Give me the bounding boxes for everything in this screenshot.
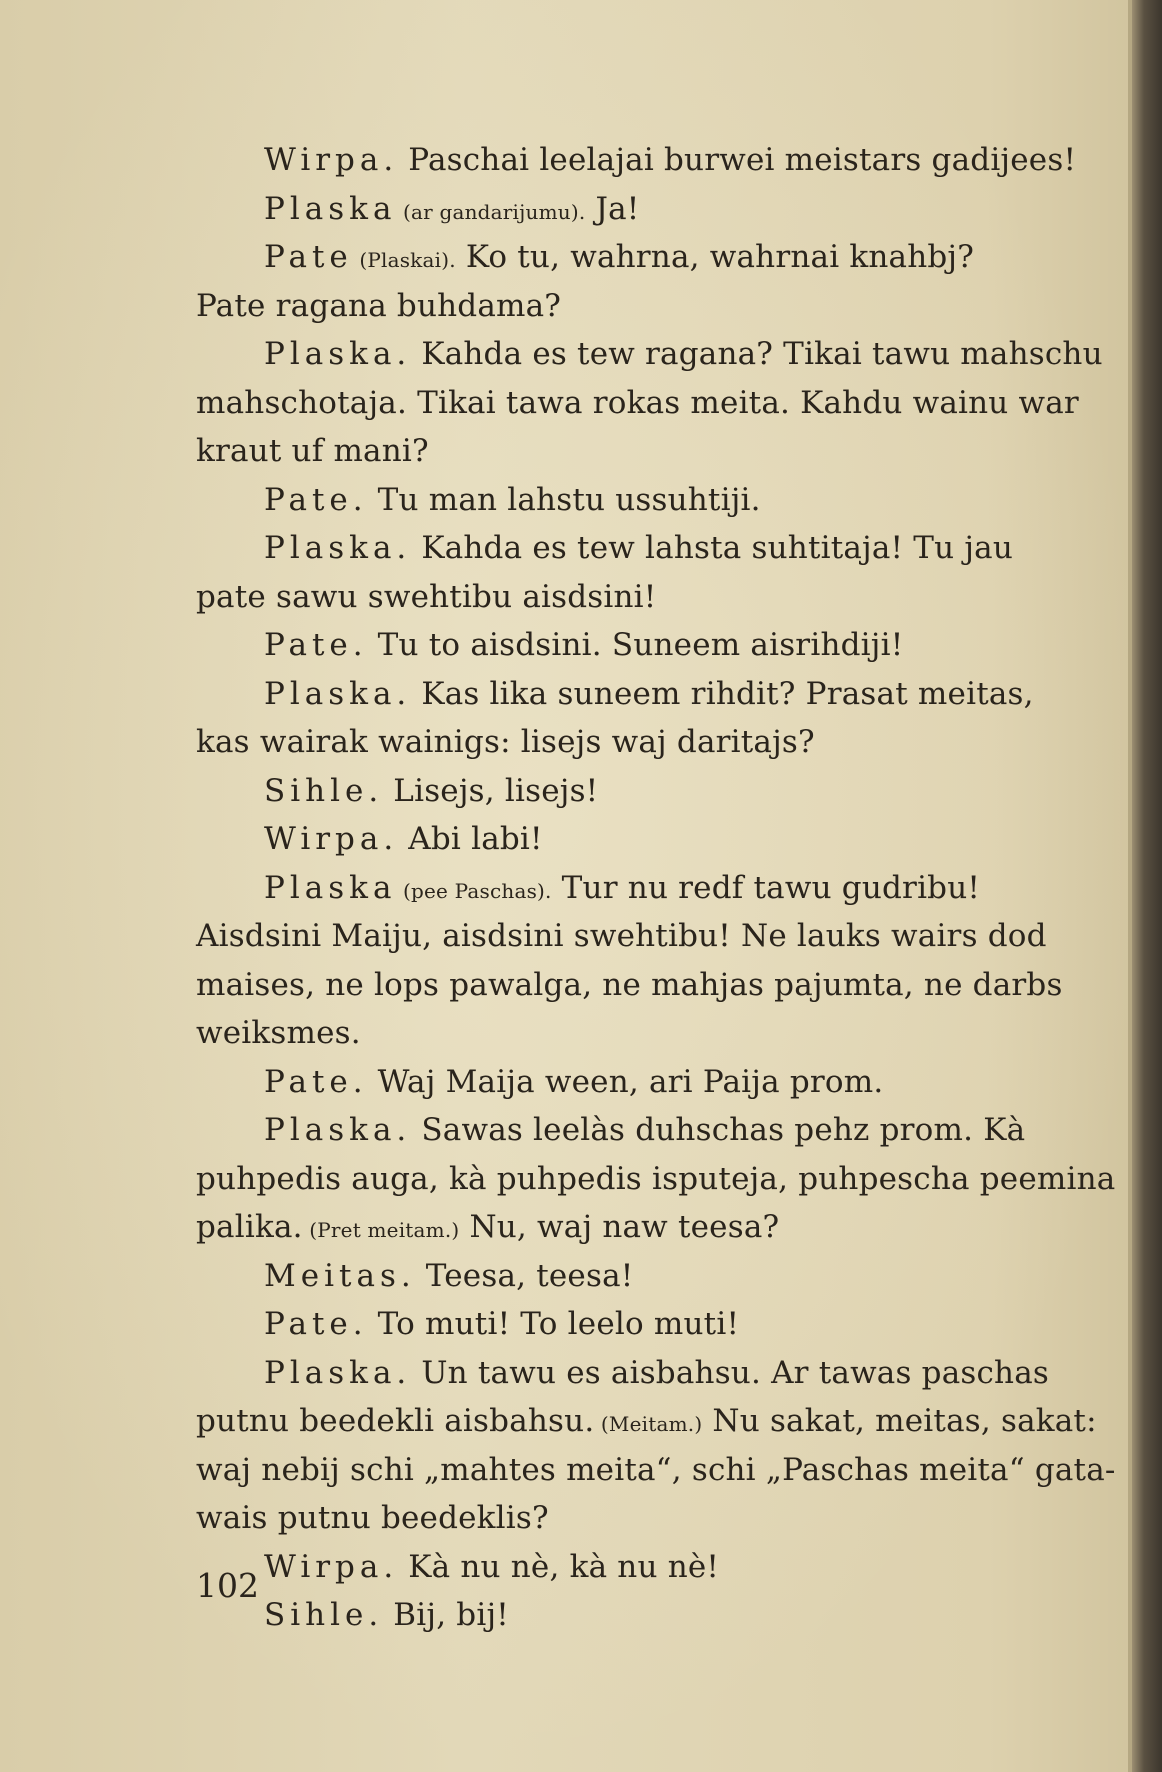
dialogue-text: Teesa, teesa! [415,1257,634,1294]
text-line [196,1009,1036,1058]
page-number: 102 [196,1566,259,1605]
dialogue-text: Aisdsini Maiju, aisdsini swehtibu! Ne lauks wairs dod [196,918,1047,954]
dialogue-text: Pate ragana buhdama? [196,287,562,324]
dialogue-text: Sawas leelàs duhschas pehz prom. Kà [411,1112,1026,1148]
speaker-name: Plaska. [264,336,412,372]
text-line [196,427,1036,476]
text-line [196,1591,1036,1640]
text-line [196,1446,1116,1495]
text-line [196,767,1036,816]
dialogue-text: wais putnu beedeklis? [196,1500,549,1536]
dialogue-text: palika. [196,1209,303,1245]
text-line [196,1106,1036,1155]
text-line [196,1300,1036,1349]
speaker-name: Sihle. [264,1597,384,1633]
text-line [196,573,1036,622]
speaker-name: Plaska. [264,530,412,566]
speaker-name: Wirpa. [264,1548,399,1585]
text-line [196,718,1036,767]
text-line [196,864,1036,913]
dialogue-text: Ko tu, wahrna, wahrnai knahbj? [455,239,975,275]
text-line [196,621,1036,670]
speaker-name: Wirpa. [264,142,399,178]
text-line [196,524,1036,573]
speaker-name: Meitas. [264,1257,416,1294]
text-line [196,961,1063,1010]
text-line [196,185,1036,234]
stage-direction: (Pret meitam.) [302,1218,460,1242]
speaker-name: Plaska. [264,1354,412,1391]
text-line [196,815,1036,864]
stage-direction: (pee Paschas). [396,878,552,903]
dialogue-text: Tur nu redf tawu gudribu! [551,869,981,906]
speaker-name: Plaska [264,190,397,227]
dialogue-text: Un tawu es aisbahsu. Ar tawas paschas [411,1354,1050,1391]
dialogue-text: Kà nu nè, kà nu nè! [398,1548,720,1585]
text-line [196,136,1077,185]
dialogue-text: To muti! To leelo muti! [367,1306,740,1342]
speaker-name: Wirpa. [264,821,399,857]
text-line [196,1349,1050,1398]
speaker-name: Plaska. [264,675,412,712]
speaker-name: Pate. [264,627,368,663]
dialogue-text: mahschotaja. Tikai tawa rokas meita. Kahdu wainu war [196,384,1079,421]
text-line [196,1494,1036,1543]
text-line [196,1203,1036,1252]
text-line [196,1543,1036,1592]
dialogue-text: Ja! [585,190,640,227]
speaker-name: Pate [264,239,353,275]
dialogue-text: weiksmes. [196,1015,361,1051]
stage-direction: (ar gandarijumu). [396,199,586,224]
stage-direction: (Plaskai). [352,248,456,272]
dialogue-text: maises, ne lops pawalga, ne mahjas pajumta, ne darbs [196,966,1063,1003]
play-text-block [196,136,1116,1640]
stage-direction: (Meitam.) [594,1412,703,1436]
dialogue-text: Nu sakat, meitas, sakat: [702,1403,1097,1439]
text-line [196,912,1047,961]
dialogue-text: kas wairak wainigs: lisejs waj daritajs? [196,724,815,760]
text-line [196,1155,1116,1204]
text-line [196,476,1036,525]
dialogue-text: Tu man lahstu ussuhtiji. [367,481,761,518]
dialogue-text: kraut uf mani? [196,433,429,469]
dialogue-text: puhpedis auga, kà puhpedis isputeja, puhpescha peemina [196,1160,1116,1197]
dialogue-text: waj nebij schi „mahtes meita“, schi „Paschas meita“ gata- [196,1451,1116,1488]
dialogue-text: Bij, bij! [383,1597,509,1633]
dialogue-text: Kahda es tew ragana? Tikai tawu mahschu [411,336,1103,372]
text-line [196,1058,1036,1107]
text-line [196,670,1036,719]
text-line [196,330,1103,379]
book-spine [1132,0,1162,1772]
text-line [196,233,1036,282]
dialogue-text: Kahda es tew lahsta suhtitaja! Tu jau [411,530,1014,566]
dialogue-text: pate sawu swehtibu aisdsini! [196,578,657,615]
speaker-name: Pate. [264,481,368,518]
dialogue-text: Nu, waj naw teesa? [459,1209,780,1245]
dialogue-text: putnu beedekli aisbahsu. [196,1403,595,1439]
dialogue-text: Tu to aisdsini. Suneem aisrihdiji! [367,627,904,663]
speaker-name: Plaska [264,869,397,906]
dialogue-text: Paschai leelajai burwei meistars gadijees! [398,142,1077,178]
text-line [196,1252,1036,1301]
speaker-name: Sihle. [264,772,384,809]
speaker-name: Pate. [264,1306,368,1342]
speaker-name: Pate. [264,1063,368,1100]
dialogue-text: Abi labi! [398,821,543,857]
speaker-name: Plaska. [264,1112,412,1148]
dialogue-text: Waj Maija ween, ari Paija prom. [367,1063,884,1100]
text-line [196,282,1036,331]
dialogue-text: Lisejs, lisejs! [383,772,599,809]
text-line [196,1397,1097,1446]
dialogue-text: Kas lika suneem rihdit? Prasat meitas, [411,675,1034,712]
text-line [196,379,1079,428]
